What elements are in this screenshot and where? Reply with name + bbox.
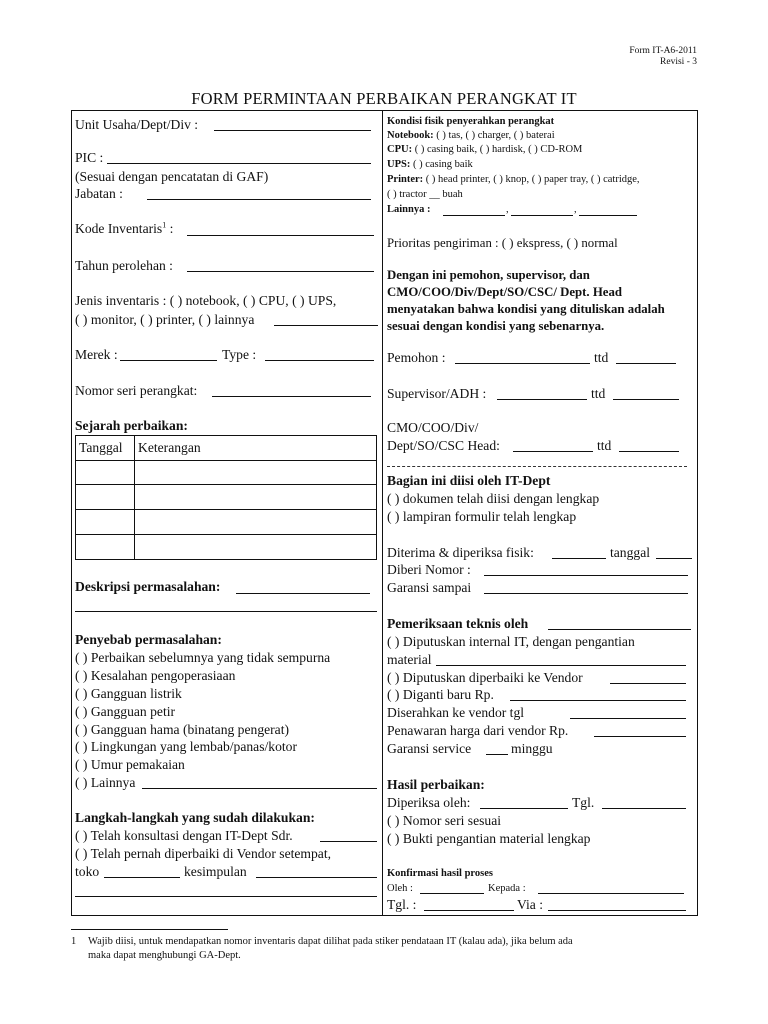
jenis-line-1: Jenis inventaris : ( ) notebook, ( ) CPU, ( ) UPS,: [75, 293, 337, 308]
table-row-line: [76, 509, 376, 510]
kode-inventaris-text: Kode Inventaris: [75, 221, 163, 236]
tanggal-field[interactable]: [656, 558, 692, 559]
penyebab-item[interactable]: ( ) Lingkungan yang lembab/panas/kotor: [75, 739, 297, 754]
putus-internal-line-1[interactable]: ( ) Diputuskan internal IT, dengan pengantian: [387, 634, 635, 649]
statement-line: menyatakan bahwa kondisi yang dituliskan adalah: [387, 302, 665, 316]
nomor-seri-field[interactable]: [212, 396, 371, 397]
kondisi-lainnya: [387, 203, 430, 216]
konfirmasi-heading: Konfirmasi hasil proses: [387, 868, 493, 879]
form-code: Form IT-A6-2011: [629, 46, 697, 56]
supervisor-ttd-label: ttd: [591, 386, 606, 401]
table-col-divider: [134, 436, 135, 559]
pemohon-ttd-label: ttd: [594, 350, 609, 365]
oleh-label: Oleh :: [387, 883, 413, 894]
footnote-rule: [71, 929, 228, 930]
penyebab-item[interactable]: ( ) Gangguan petir: [75, 704, 176, 719]
kondisi-cpu: [387, 143, 582, 156]
kesimpulan-label: kesimpulan: [184, 864, 247, 879]
deskripsi-field[interactable]: [236, 593, 370, 594]
penyebab-item[interactable]: ( ) Umur pemakaian: [75, 757, 185, 772]
kesimpulan-field-2[interactable]: [75, 896, 377, 897]
putus-internal-line-2: material: [387, 652, 432, 667]
unit-label: Unit Usaha/Dept/Div :: [75, 117, 199, 132]
cmo-field[interactable]: [513, 451, 593, 452]
diganti-field[interactable]: [510, 700, 686, 701]
garansi-service-field[interactable]: [486, 754, 508, 755]
langkah-item-1[interactable]: ( ) Telah konsultasi dengan IT-Dept Sdr.: [75, 828, 293, 843]
hasil-check-1[interactable]: ( ) Nomor seri sesuai: [387, 813, 502, 828]
deskripsi-field-2[interactable]: [75, 611, 377, 612]
type-field[interactable]: [265, 360, 374, 361]
merek-field[interactable]: [120, 360, 217, 361]
kepada-field[interactable]: [538, 893, 684, 894]
tgl-colon-label: Tgl. :: [387, 897, 417, 912]
lainnya-field-1[interactable]: [443, 215, 505, 216]
pemohon-ttd-field[interactable]: [616, 363, 676, 364]
pic-note: (Sesuai dengan pencatatan di GAF): [75, 169, 269, 184]
table-row-line: [76, 484, 376, 485]
oleh-field[interactable]: [420, 893, 484, 894]
cmo-label-2: Dept/SO/CSC Head:: [387, 438, 500, 453]
printer-items[interactable]: ( ) head printer, ( ) knop, ( ) paper tray, ( ) catridge,: [423, 174, 640, 185]
diterima-field[interactable]: [552, 558, 606, 559]
jabatan-field[interactable]: [147, 199, 371, 200]
supervisor-field[interactable]: [497, 399, 587, 400]
garansi-service-label: Garansi service: [387, 741, 472, 756]
cmo-ttd-label: ttd: [597, 438, 612, 453]
penyebab-item[interactable]: ( ) Perbaikan sebelumnya yang tidak sempurna: [75, 650, 331, 665]
table-header-tanggal: Tanggal: [79, 440, 123, 455]
pemohon-label: Pemohon :: [387, 350, 446, 365]
cpu-items[interactable]: ( ) casing baik, ( ) hardisk, ( ) CD-ROM: [412, 144, 583, 155]
nomor-seri-label: Nomor seri perangkat:: [75, 383, 198, 398]
table-row-line: [76, 534, 376, 535]
lainnya-comma: ,: [506, 204, 509, 215]
lainnya-comma: ,: [574, 204, 577, 215]
lainnya-label: Lainnya :: [387, 204, 431, 215]
supervisor-label: Supervisor/ADH :: [387, 386, 487, 401]
merek-label: Merek :: [75, 347, 118, 362]
notebook-items[interactable]: ( ) tas, ( ) charger, ( ) baterai: [433, 130, 555, 141]
langkah-sdr-field[interactable]: [320, 841, 377, 842]
kondisi-printer: [387, 173, 640, 186]
ups-label: UPS:: [387, 159, 411, 170]
toko-label: toko: [75, 864, 100, 879]
form-revision: Revisi - 3: [660, 57, 697, 67]
cmo-label-1: CMO/COO/Div/: [387, 420, 479, 435]
putus-vendor[interactable]: ( ) Diputuskan diperbaiki ke Vendor: [387, 670, 583, 685]
pemeriksaan-field[interactable]: [548, 629, 691, 630]
diberi-nomor-label: Diberi Nomor :: [387, 562, 471, 577]
diserahkan-field[interactable]: [570, 718, 686, 719]
konfirmasi-tgl-field[interactable]: [424, 910, 514, 911]
tanggal-label: tanggal: [610, 545, 651, 560]
hasil-tgl-field[interactable]: [602, 808, 686, 809]
kepada-label: Kepada :: [488, 883, 526, 894]
sejarah-table: [75, 435, 377, 560]
pemohon-field[interactable]: [455, 363, 590, 364]
diperiksa-label: Diperiksa oleh:: [387, 795, 471, 810]
hasil-heading: Hasil perbaikan:: [387, 777, 485, 792]
langkah-heading: Langkah-langkah yang sudah dilakukan:: [75, 810, 315, 825]
penawaran-label: Penawaran harga dari vendor Rp.: [387, 723, 569, 738]
kondisi-notebook: [387, 129, 555, 142]
minggu-label: minggu: [511, 741, 553, 756]
diganti-label[interactable]: ( ) Diganti baru Rp.: [387, 687, 494, 702]
garansi-sampai-field[interactable]: [484, 593, 688, 594]
kondisi-ups: [387, 158, 473, 171]
tahun-label: Tahun perolehan :: [75, 258, 173, 273]
unit-field[interactable]: [214, 130, 371, 131]
table-header-keterangan: Keterangan: [138, 440, 201, 455]
kondisi-printer-2[interactable]: ( ) tractor __ buah: [387, 189, 463, 200]
it-check-2[interactable]: ( ) lampiran formulir telah lengkap: [387, 509, 577, 524]
footnote-number: 1: [71, 936, 77, 947]
penyebab-item[interactable]: ( ) Gangguan listrik: [75, 686, 182, 701]
jenis-line-2: ( ) monitor, ( ) printer, ( ) lainnya: [75, 312, 255, 327]
sejarah-heading: Sejarah perbaikan:: [75, 418, 188, 433]
form-title: FORM PERMINTAAN PERBAIKAN PERANGKAT IT: [191, 89, 577, 108]
statement-line: sesuai dengan kondisi yang sebenarnya.: [387, 319, 605, 333]
via-label: Via :: [517, 897, 543, 912]
pic-field[interactable]: [107, 163, 371, 164]
langkah-item-2[interactable]: ( ) Telah pernah diperbaiki di Vendor setempat,: [75, 846, 331, 861]
jabatan-label: Jabatan :: [75, 186, 123, 201]
footnote-line-2: maka dapat menghubungi GA-Dept.: [88, 950, 241, 961]
kode-colon: :: [166, 221, 174, 236]
it-heading: Bagian ini diisi oleh IT-Dept: [387, 473, 551, 488]
via-field[interactable]: [548, 910, 686, 911]
deskripsi-heading: Deskripsi permasalahan:: [75, 579, 221, 594]
diperiksa-field[interactable]: [480, 808, 568, 809]
penyebab-lainnya-field[interactable]: [142, 788, 377, 789]
hasil-check-2[interactable]: ( ) Bukti pengantian material lengkap: [387, 831, 591, 846]
form-header: [629, 46, 697, 68]
penawaran-field[interactable]: [594, 736, 686, 737]
material-field[interactable]: [436, 665, 686, 666]
garansi-sampai-label: Garansi sampai: [387, 580, 472, 595]
diterima-label: Diterima & diperiksa fisik:: [387, 545, 534, 560]
section-separator: [387, 466, 687, 467]
kondisi-heading: Kondisi fisik penyerahkan perangkat: [387, 116, 555, 127]
penyebab-item[interactable]: ( ) Gangguan hama (binatang pengerat): [75, 722, 290, 737]
pemeriksaan-heading: Pemeriksaan teknis oleh: [387, 616, 529, 631]
diserahkan-label: Diserahkan ke vendor tgl: [387, 705, 525, 720]
ups-items[interactable]: ( ) casing baik: [410, 159, 473, 170]
type-label: Type :: [222, 347, 257, 362]
footnote-ref: 1: [162, 220, 167, 230]
penyebab-item[interactable]: ( ) Lainnya: [75, 775, 136, 790]
cpu-label: CPU:: [387, 144, 413, 155]
kesimpulan-field[interactable]: [256, 877, 377, 878]
lainnya-field-2[interactable]: [511, 215, 573, 216]
footnote-line-1: Wajib diisi, untuk mendapatkan nomor inventaris dapat dilihat pada stiker pendataan IT (kalau ada), jika belum ada: [88, 936, 573, 947]
supervisor-ttd-field[interactable]: [613, 399, 679, 400]
column-divider: [382, 110, 383, 916]
lainnya-field-3[interactable]: [579, 215, 637, 216]
putus-vendor-field[interactable]: [610, 683, 686, 684]
tahun-field[interactable]: [187, 271, 374, 272]
prioritas-line[interactable]: Prioritas pengiriman : ( ) ekspress, ( ) normal: [387, 236, 618, 250]
jenis-lainnya-field[interactable]: [274, 325, 378, 326]
statement-line: Dengan ini pemohon, supervisor, dan: [387, 268, 590, 282]
penyebab-item[interactable]: ( ) Kesalahan pengoperasiaan: [75, 668, 236, 683]
diberi-nomor-field[interactable]: [484, 575, 688, 576]
cmo-ttd-field[interactable]: [619, 451, 679, 452]
notebook-label: Notebook:: [387, 130, 434, 141]
printer-label: Printer:: [387, 174, 424, 185]
hasil-tgl-label: Tgl.: [572, 795, 595, 810]
table-row-line: [76, 460, 376, 461]
kode-inventaris-field[interactable]: [187, 235, 374, 236]
toko-field[interactable]: [104, 877, 180, 878]
it-check-1[interactable]: ( ) dokumen telah diisi dengan lengkap: [387, 491, 600, 506]
pic-label: PIC :: [75, 150, 104, 165]
penyebab-heading: Penyebab permasalahan:: [75, 632, 222, 647]
kode-inventaris-label: [75, 221, 173, 237]
statement-line: CMO/COO/Div/Dept/SO/CSC/ Dept. Head: [387, 285, 622, 299]
